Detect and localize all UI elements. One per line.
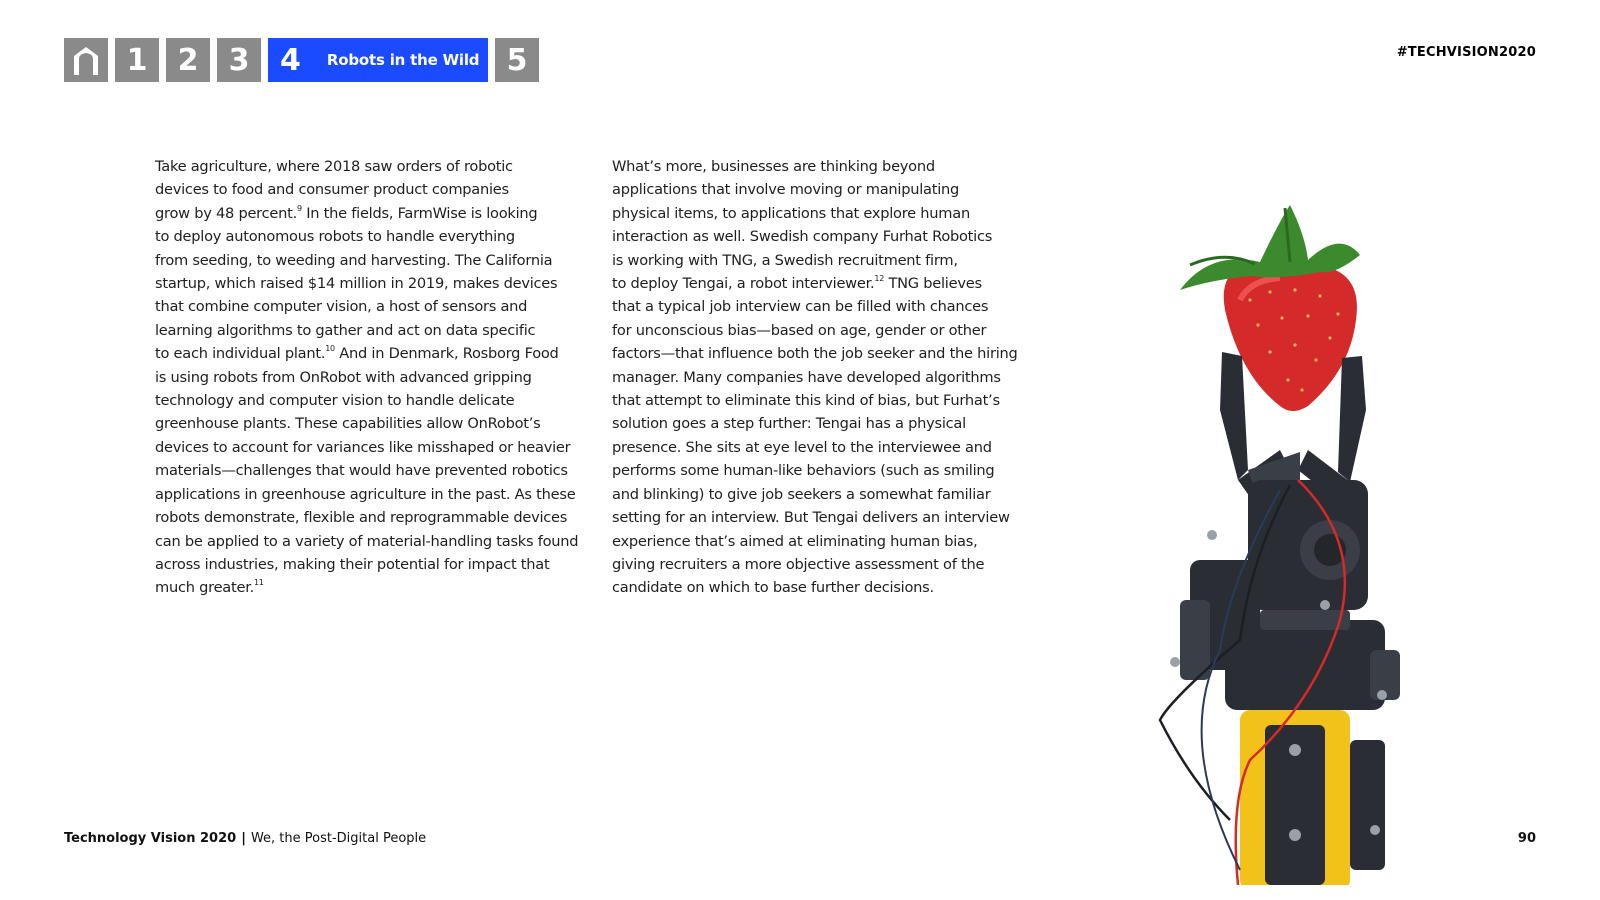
text-line: applications in greenhouse agriculture in the past. As these [155,485,576,503]
text-line: that attempt to eliminate this kind of bias, but Furhat’s [612,392,1000,410]
text-line: performs some human-like behaviors (such as smiling [612,462,995,480]
text-line: devices to food and consumer product companies [155,181,509,199]
text-line [155,342,595,365]
text-line: presence. She sits at eye level to the interviewee and [612,438,992,456]
text-line: is working with TNG, a Swedish recruitment firm, [612,251,958,269]
robot-arm-strawberry-photo [1130,180,1452,885]
text-line: to deploy autonomous robots to handle everything [155,228,515,246]
nav-section-1[interactable] [115,38,159,82]
footer-subtitle: We, the Post-Digital People [250,831,427,846]
nav-section-3[interactable] [217,38,261,82]
body-column-left [155,155,595,600]
text-line: that a typical job interview can be filled with chances [612,298,989,316]
text-segment: to deploy Tengai, a robot interviewer. [612,275,875,293]
nav-section-label: 2 [177,42,199,78]
text-line: candidate on which to base further decisions. [612,579,934,597]
text-line: learning algorithms to gather and act on data specific [155,321,536,339]
text-segment: much greater. [155,579,254,597]
footnote-ref[interactable]: 12 [874,274,885,284]
nav-active-label: Robots in the Wild [326,51,480,69]
nav-section-label: 5 [506,42,528,78]
text-line [155,576,595,599]
text-segment: grow by 48 percent. [155,204,297,222]
nav-section-2[interactable] [166,38,210,82]
text-line: manager. Many companies have developed algorithms [612,368,1001,386]
footer-separator: | [241,831,246,846]
text-line: physical items, to applications that explore human [612,204,970,222]
text-line: Take agriculture, where 2018 saw orders of robotic [155,158,513,175]
text-line: is using robots from OnRobot with advanced gripping [155,368,532,386]
text-line: from seeding, to weeding and harvesting. The California [155,251,553,269]
page-number: 90 [1517,831,1536,846]
text-line: startup, which raised $14 million in 2019, makes devices [155,275,558,293]
text-line: factors—that influence both the job seeker and the hiring [612,345,1018,363]
footnote-ref[interactable]: 11 [254,578,264,588]
text-line: applications that involve moving or manipulating [612,181,960,199]
text-segment: to each individual plant. [155,345,326,363]
nav-active-number: 4 [280,42,301,78]
nav-section-label: 3 [228,42,250,78]
text-line: across industries, making their potential for impact that [155,555,550,573]
text-line [612,272,1042,295]
text-line: technology and computer vision to handle delicate [155,392,515,410]
body-column-right [612,155,1042,600]
footnote-ref[interactable]: 9 [296,203,302,213]
text-segment: In the fields, FarmWise is looking [301,204,538,222]
nav-home-button[interactable] [64,38,108,82]
text-line: solution goes a step further: Tengai has a physical [612,415,966,433]
text-line: can be applied to a variety of material-handling tasks found [155,532,579,550]
text-line: that combine computer vision, a host of sensors and [155,298,528,316]
text-line: greenhouse plants. These capabilities allow OnRobot’s [155,415,541,433]
section-nav [64,38,546,82]
text-line: materials—challenges that would have prevented robotics [155,462,568,480]
text-line: robots demonstrate, flexible and reprogrammable devices [155,509,568,527]
nav-section-5[interactable] [495,38,539,82]
text-line: experience that’s aimed at eliminating human bias, [612,532,978,550]
text-line: and blinking) to give job seekers a somewhat familiar [612,485,991,503]
text-line: giving recruiters a more objective assessment of the [612,555,985,573]
footer-brand: Technology Vision 2020 [64,831,237,846]
text-line: What’s more, businesses are thinking beyond [612,158,935,175]
nav-section-4-active[interactable] [268,38,488,82]
text-line: devices to account for variances like misshaped or heavier [155,438,571,456]
footer [64,831,426,846]
footnote-ref[interactable]: 10 [325,344,335,354]
text-line: for unconscious bias—based on age, gender or other [612,321,987,339]
text-line: setting for an interview. But Tengai delivers an interview [612,509,1010,527]
text-segment: And in Denmark, Rosborg Food [334,345,559,363]
text-line [155,202,595,225]
nav-section-label: 1 [126,42,148,78]
text-segment: TNG believes [884,275,982,293]
text-line: interaction as well. Swedish company Furhat Robotics [612,228,993,246]
robot-arm-illustration [1130,180,1452,885]
home-icon [71,44,101,76]
hashtag: #TECHVISION2020 [1396,45,1536,60]
